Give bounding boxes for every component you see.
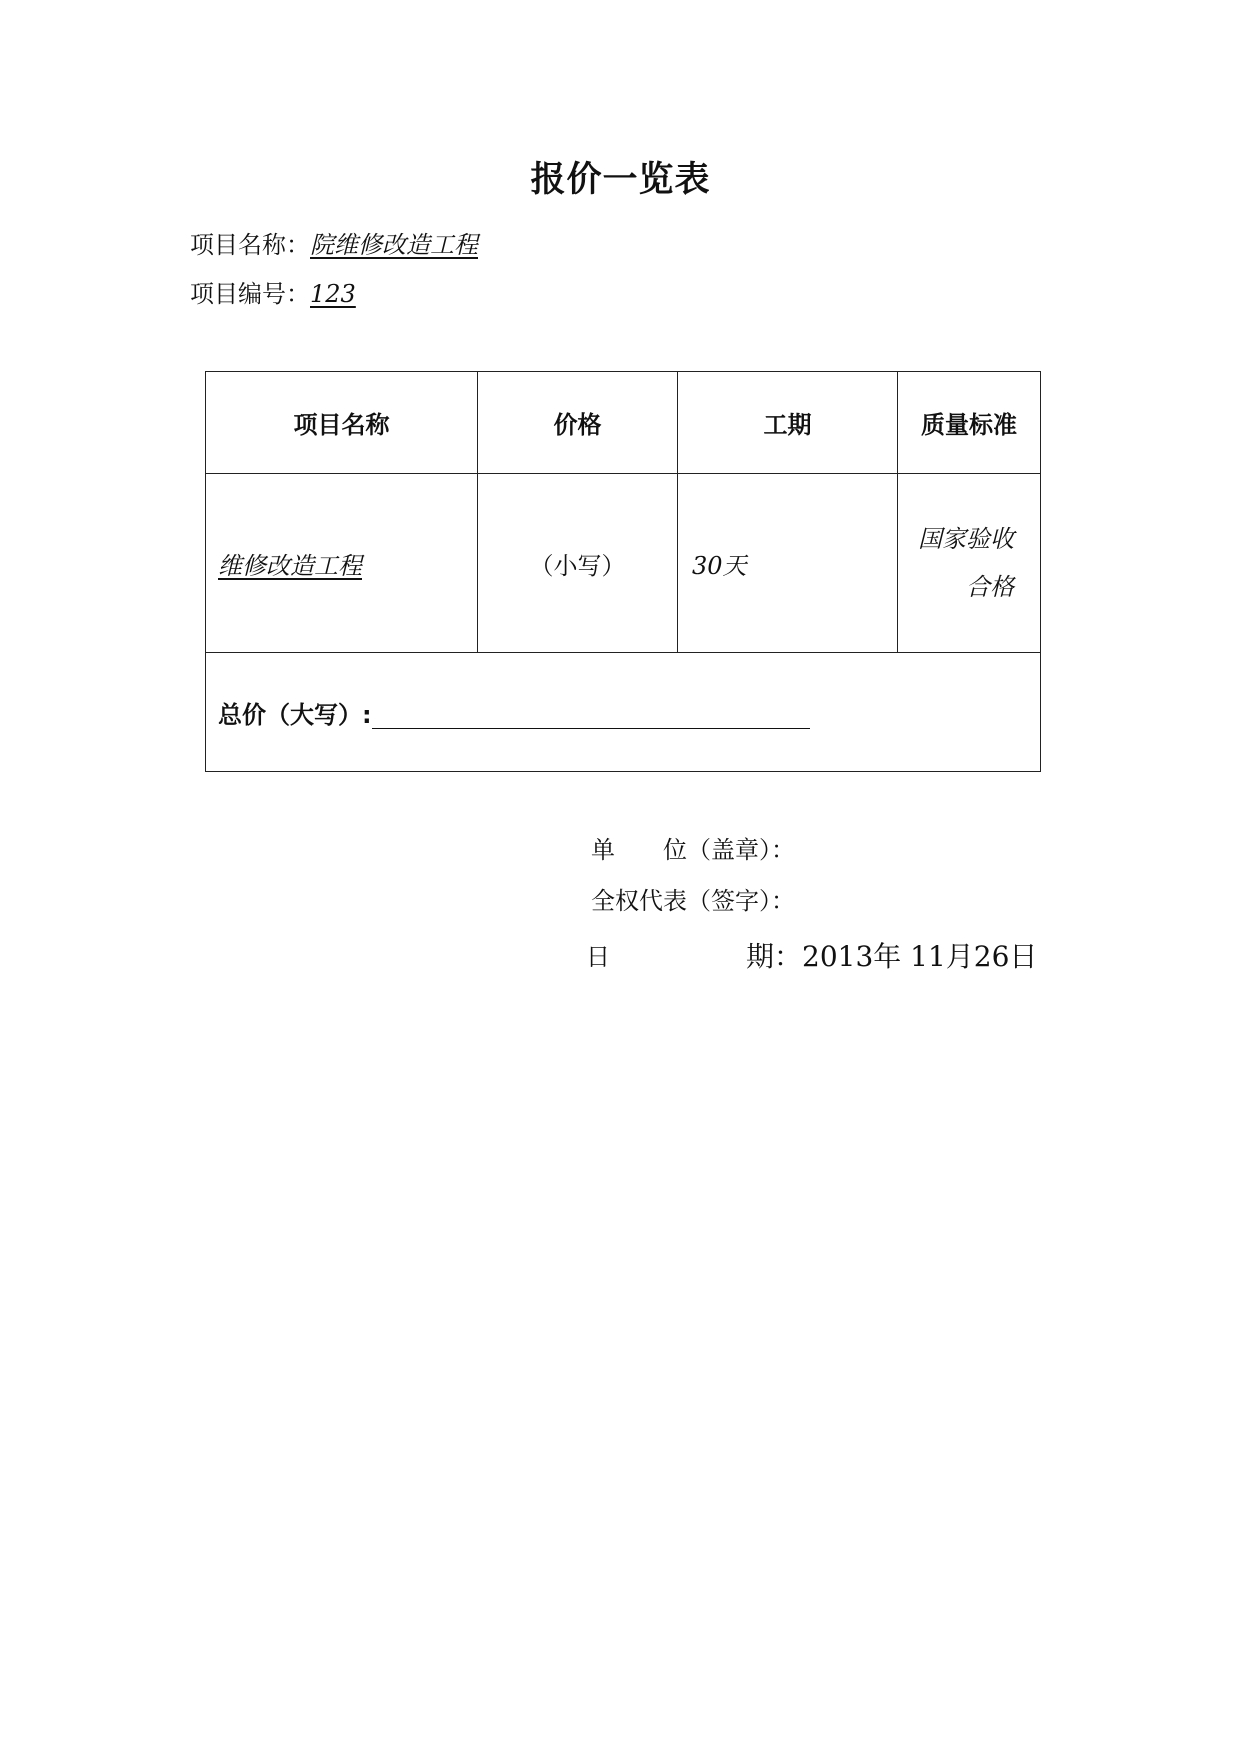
project-name-value: 院维修改造工程 xyxy=(310,231,478,259)
cell-project-name: 维修改造工程 xyxy=(206,474,478,653)
cell-price: （小写） xyxy=(478,474,678,653)
project-name-label: 项目名称： xyxy=(190,231,310,259)
quality-line-2: 合格 xyxy=(966,573,1014,601)
date-label: 日 xyxy=(586,943,610,971)
project-code-value: 123 xyxy=(310,280,356,308)
total-blank-line xyxy=(372,727,810,729)
unit-seal-label: 单 位（盖章）： xyxy=(591,836,795,864)
project-code-line xyxy=(190,274,356,309)
quality-line-1: 国家验收 xyxy=(918,525,1014,553)
project-code-label: 项目编号： xyxy=(190,280,310,308)
cell-period: 30天 xyxy=(678,474,898,653)
date-value: 期：2013年 11月26日 xyxy=(746,940,1038,973)
header-price: 价格 xyxy=(478,372,678,474)
header-project-name: 项目名称 xyxy=(206,372,478,474)
representative-signature-label: 全权代表（签字）： xyxy=(591,887,795,915)
total-row xyxy=(206,653,1041,772)
header-quality: 质量标准 xyxy=(898,372,1041,474)
total-cell xyxy=(206,653,1041,772)
document-title: 报价一览表 xyxy=(530,160,711,200)
table-header-row xyxy=(206,372,1041,474)
project-name-line xyxy=(190,225,478,260)
cell-quality xyxy=(898,474,1041,653)
table-row xyxy=(206,474,1041,653)
total-label: 总价（大写）: xyxy=(218,700,372,729)
quote-table xyxy=(205,371,1041,772)
header-period: 工期 xyxy=(678,372,898,474)
